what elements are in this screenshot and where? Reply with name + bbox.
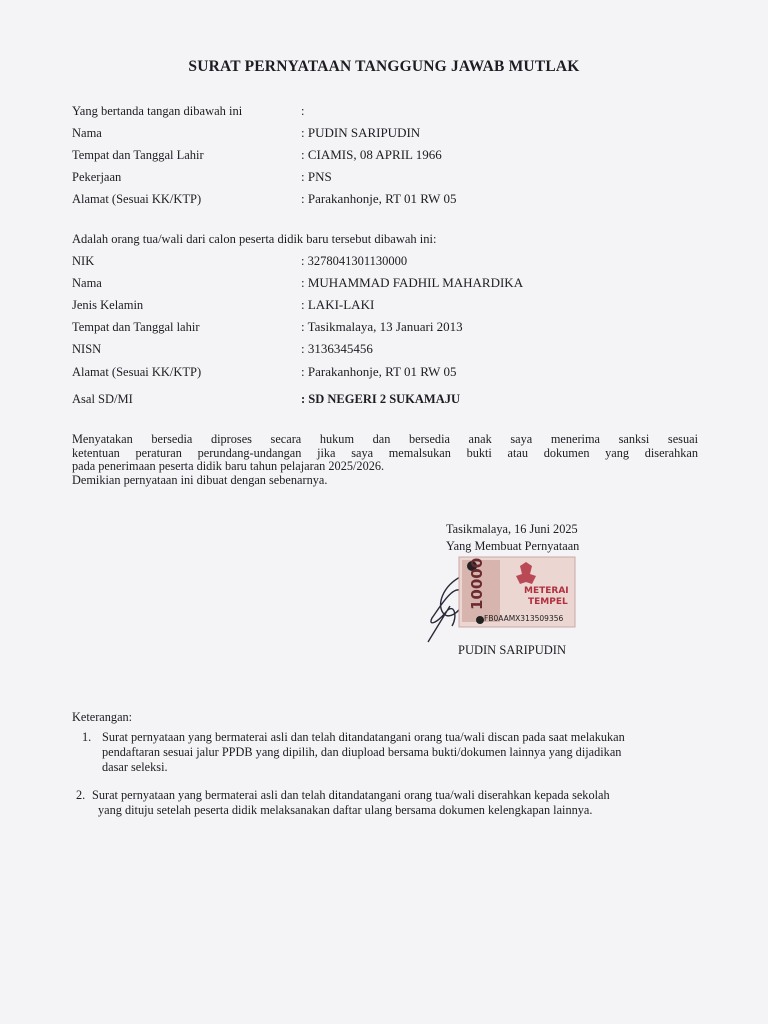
- field-label: Asal SD/MI: [72, 392, 133, 406]
- field-value: : MUHAMMAD FADHIL MAHARDIKA: [301, 275, 524, 290]
- note-line: Surat pernyataan yang bermaterai asli dan telah ditandatangani orang tua/wali diserahkan kepada sekolah: [92, 788, 610, 802]
- field-label: Alamat (Sesuai KK/KTP): [72, 365, 202, 379]
- parent-job-row: [72, 168, 712, 186]
- parent-address-row: [72, 190, 712, 208]
- statement-line: Menyatakan bersedia diproses secara hukum dan bersedia anak saya menerima sanksi sesuai: [72, 432, 698, 446]
- stamp-label-meterai: METERAI: [524, 586, 569, 596]
- field-value: : 3136345456: [301, 341, 373, 356]
- student-school-row: [72, 390, 712, 408]
- student-name-row: [72, 274, 712, 292]
- field-label: NISN: [72, 342, 102, 356]
- field-label: Tempat dan Tanggal Lahir: [72, 148, 204, 162]
- parent-intro-separator: :: [301, 104, 305, 118]
- field-value: : Tasikmalaya, 13 Januari 2013: [301, 319, 463, 334]
- statement-paragraph: [72, 433, 698, 487]
- field-label: Alamat (Sesuai KK/KTP): [72, 192, 202, 206]
- field-value: : PNS: [301, 169, 332, 184]
- statement-line: ketentuan peraturan perundang-undangan jika saya memalsukan bukti atau dokumen yang diserahkan: [72, 445, 698, 460]
- statement-line: pada penerimaan peserta didik baru tahun pelajaran 2025/2026.: [72, 459, 385, 473]
- field-value: : LAKI-LAKI: [301, 297, 375, 312]
- statement-closing: Demikian pernyataan ini dibuat dengan sebenarnya.: [72, 472, 328, 487]
- field-value: : PUDIN SARIPUDIN: [301, 125, 421, 140]
- field-label: NIK: [72, 254, 95, 268]
- stamp-serial: FB0AAMX313509356: [484, 614, 564, 623]
- field-value: : Parakanhonje, RT 01 RW 05: [301, 191, 457, 206]
- student-birth-row: [72, 318, 712, 336]
- field-value: : SD NEGERI 2 SUKAMAJU: [301, 392, 461, 406]
- note-line: Surat pernyataan yang bermaterai asli dan telah ditandatangani orang tua/wali discan pada saat melakukan: [102, 730, 625, 744]
- signature-name: PUDIN SARIPUDIN: [458, 643, 566, 657]
- note-line: yang dituju setelah peserta didik melaksanakan daftar ulang bersama dokumen kelengkapan lainnya.: [98, 803, 593, 817]
- student-nik-row: [72, 252, 712, 270]
- field-value: : CIAMIS, 08 APRIL 1966: [301, 147, 442, 162]
- student-intro: Adalah orang tua/wali dari calon peserta didik baru tersebut dibawah ini:: [72, 232, 437, 246]
- student-address-row: [72, 363, 712, 381]
- signature-role: Yang Membuat Pernyataan: [446, 539, 580, 553]
- field-value: : 3278041301130000: [301, 254, 408, 268]
- stamp-label-tempel: TEMPEL: [528, 597, 568, 607]
- field-label: Pekerjaan: [72, 170, 122, 184]
- student-nisn-row: [72, 340, 712, 358]
- stamp-value: 10000: [468, 557, 486, 610]
- note-line: pendaftaran sesuai jalur PPDB yang dipilih, dan diupload bersama bukti/dokumen lainnya yang dijadikan: [102, 745, 622, 759]
- notes-title: Keterangan:: [72, 710, 133, 724]
- note-number: 1.: [82, 730, 92, 744]
- signature-place-date: Tasikmalaya, 16 Juni 2025: [446, 522, 578, 536]
- note-number: 2.: [76, 788, 86, 802]
- field-value: : Parakanhonje, RT 01 RW 05: [301, 364, 457, 379]
- parent-name-row: [72, 124, 712, 142]
- parent-intro-row: [72, 102, 712, 120]
- parent-birth-row: [72, 146, 712, 164]
- meterai-stamp: [458, 556, 576, 628]
- field-label: Nama: [72, 276, 102, 290]
- field-label: Tempat dan Tanggal lahir: [72, 320, 200, 334]
- document-title: SURAT PERNYATAAN TANGGUNG JAWAB MUTLAK: [188, 58, 580, 75]
- note-line: dasar seleksi.: [102, 760, 168, 774]
- field-label: Jenis Kelamin: [72, 298, 144, 312]
- note-item-2: [92, 788, 704, 818]
- student-gender-row: [72, 296, 712, 314]
- note-item-1: [102, 730, 702, 775]
- field-label: Nama: [72, 126, 102, 140]
- parent-intro-label: Yang bertanda tangan dibawah ini: [72, 104, 243, 118]
